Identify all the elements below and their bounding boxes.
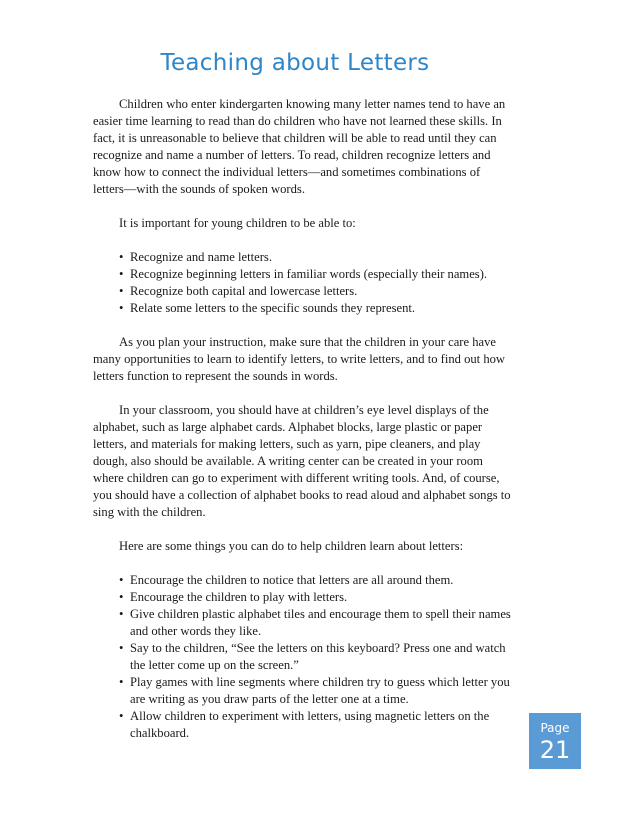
classroom-paragraph: In your classroom, you should have at children’s eye level displays of the alphabet, such as large alphabet cards. Alphabet blocks, large plastic or paper letters, and materials for making letters, such as yarn, pipe cleaners, and play dough, also should be available. A writing center can be created in your room where children can go to experiment with different writing tools. And, of course, you should have a collection of alphabet books to read aloud and alphabet songs to sing with the children.: [93, 403, 511, 519]
list-item: • Recognize both capital and lowercase letters.: [119, 283, 513, 300]
list-item: • Allow children to experiment with letters, using magnetic letters on the chalkboard.: [119, 708, 513, 742]
plan-paragraph: As you plan your instruction, make sure that the children in your care have many opportunities to learn to identify letters, to write letters, and to find out how letters function to represent the sounds in words.: [93, 335, 506, 383]
important-intro: It is important for young children to be able to:: [119, 216, 356, 230]
page-title: Teaching about Letters: [160, 50, 430, 76]
list-item: • Encourage the children to play with letters.: [119, 589, 513, 606]
document-body: [93, 96, 513, 759]
list-item: • Relate some letters to the specific sounds they represent.: [119, 300, 513, 317]
list-item: • Encourage the children to notice that letters are all around them.: [119, 572, 513, 589]
page-label: Page: [540, 721, 570, 735]
list-item: • Recognize and name letters.: [119, 249, 513, 266]
list-item: • Play games with line segments where children try to guess which letter you are writing as you draw parts of the letter one at a time.: [119, 674, 513, 708]
page-number: 21: [539, 736, 571, 764]
list-item: • Give children plastic alphabet tiles and encourage them to spell their names and other words they like.: [119, 606, 513, 640]
intro-paragraph: Children who enter kindergarten knowing many letter names tend to have an easier time learning to read than do children who have not learned these skills. In fact, it is unreasonable to believe that children will be able to read until they can recognize and name a number of letters. To read, children recognize letters and know how to connect the individual letters—and sometimes combinations of letters—with the sounds of spoken words.: [93, 97, 506, 196]
list-item: • Recognize beginning letters in familiar words (especially their names).: [119, 266, 513, 283]
things-intro: Here are some things you can do to help children learn about letters:: [119, 539, 464, 553]
things-list: [93, 572, 513, 742]
page-number-badge: [529, 713, 581, 769]
list-item: • Say to the children, “See the letters on this keyboard? Press one and watch the letter come up on the screen.”: [119, 640, 513, 674]
important-list: [93, 249, 513, 317]
